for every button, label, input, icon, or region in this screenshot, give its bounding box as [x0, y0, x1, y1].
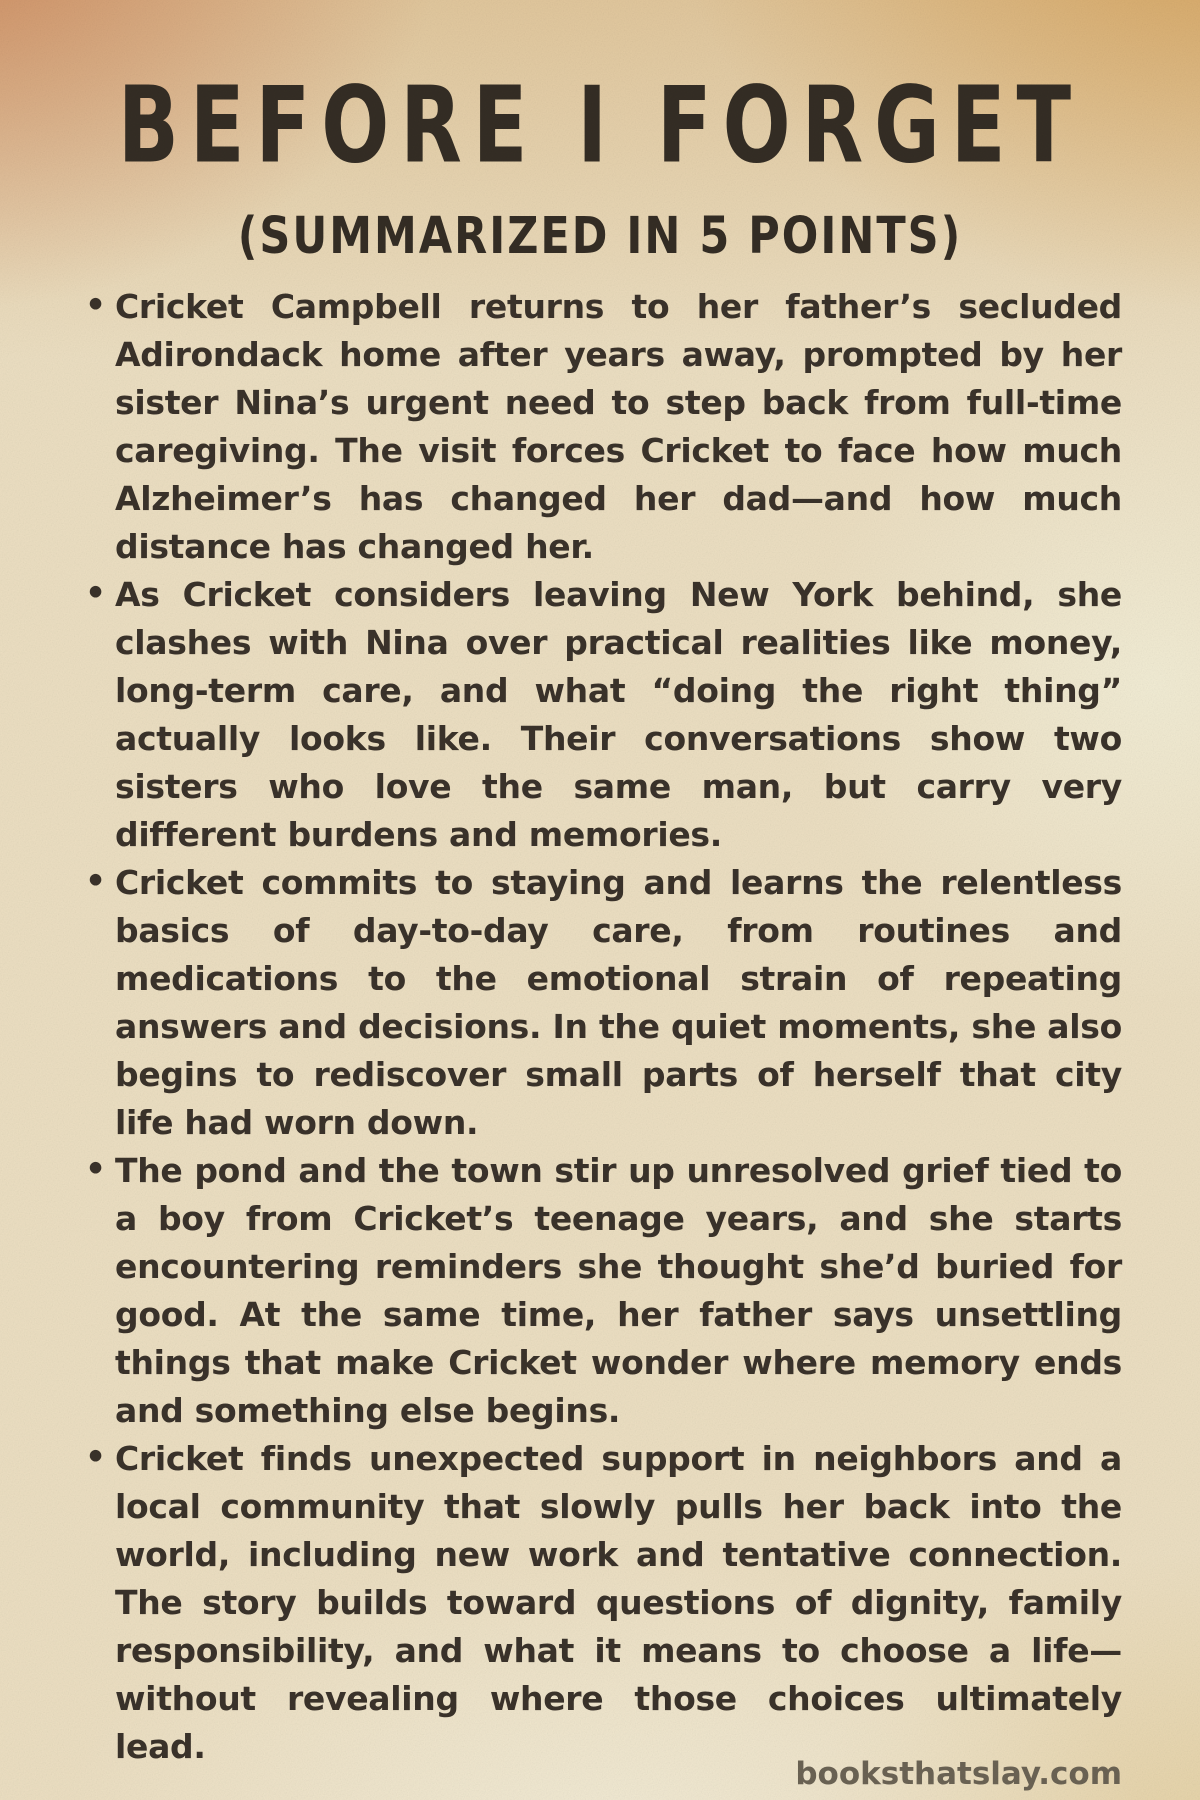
summary-point-4: • The pond and the town stir up unresolved grief tied to a boy from Cricket’s teenage years, and she starts encountering reminders she thought she’d buried for good. At the same time, her father says unsettling things that make Cricket wonder where memory ends and something else begins. — [85, 1147, 1122, 1435]
page-title: BEFORE I FORGET — [117, 64, 1083, 187]
summary-list — [85, 283, 1122, 1771]
page-subtitle: (SUMMARIZED IN 5 POINTS) — [237, 207, 963, 266]
summary-point-1: • Cricket Campbell returns to her father’s secluded Adirondack home after years away, prompted by her sister Nina’s urgent need to step back from full-time caregiving. The visit forces Cricket to face how much Alzheimer’s has changed her dad—and how much distance has changed her. — [85, 283, 1122, 571]
summary-point-2: • As Cricket considers leaving New York behind, she clashes with Nina over practical realities like money, long-term care, and what “doing the right thing” actually looks like. Their conversations show two sisters who love the same man, but carry very different burdens and memories. — [85, 571, 1122, 859]
watermark-site-name: booksthatslay.com — [795, 1756, 1122, 1792]
summary-point-5: • Cricket finds unexpected support in neighbors and a local community that slowly pulls her back into the world, including new work and tentative connection. The story builds toward questions of dignity, family responsibility, and what it means to choose a life—without revealing where those choices ultimately lead. — [85, 1435, 1122, 1771]
summary-point-3: • Cricket commits to staying and learns the relentless basics of day-to-day care, from routines and medications to the emotional strain of repeating answers and decisions. In the quiet moments, she also begins to rediscover small parts of herself that city life had worn down. — [85, 859, 1122, 1147]
